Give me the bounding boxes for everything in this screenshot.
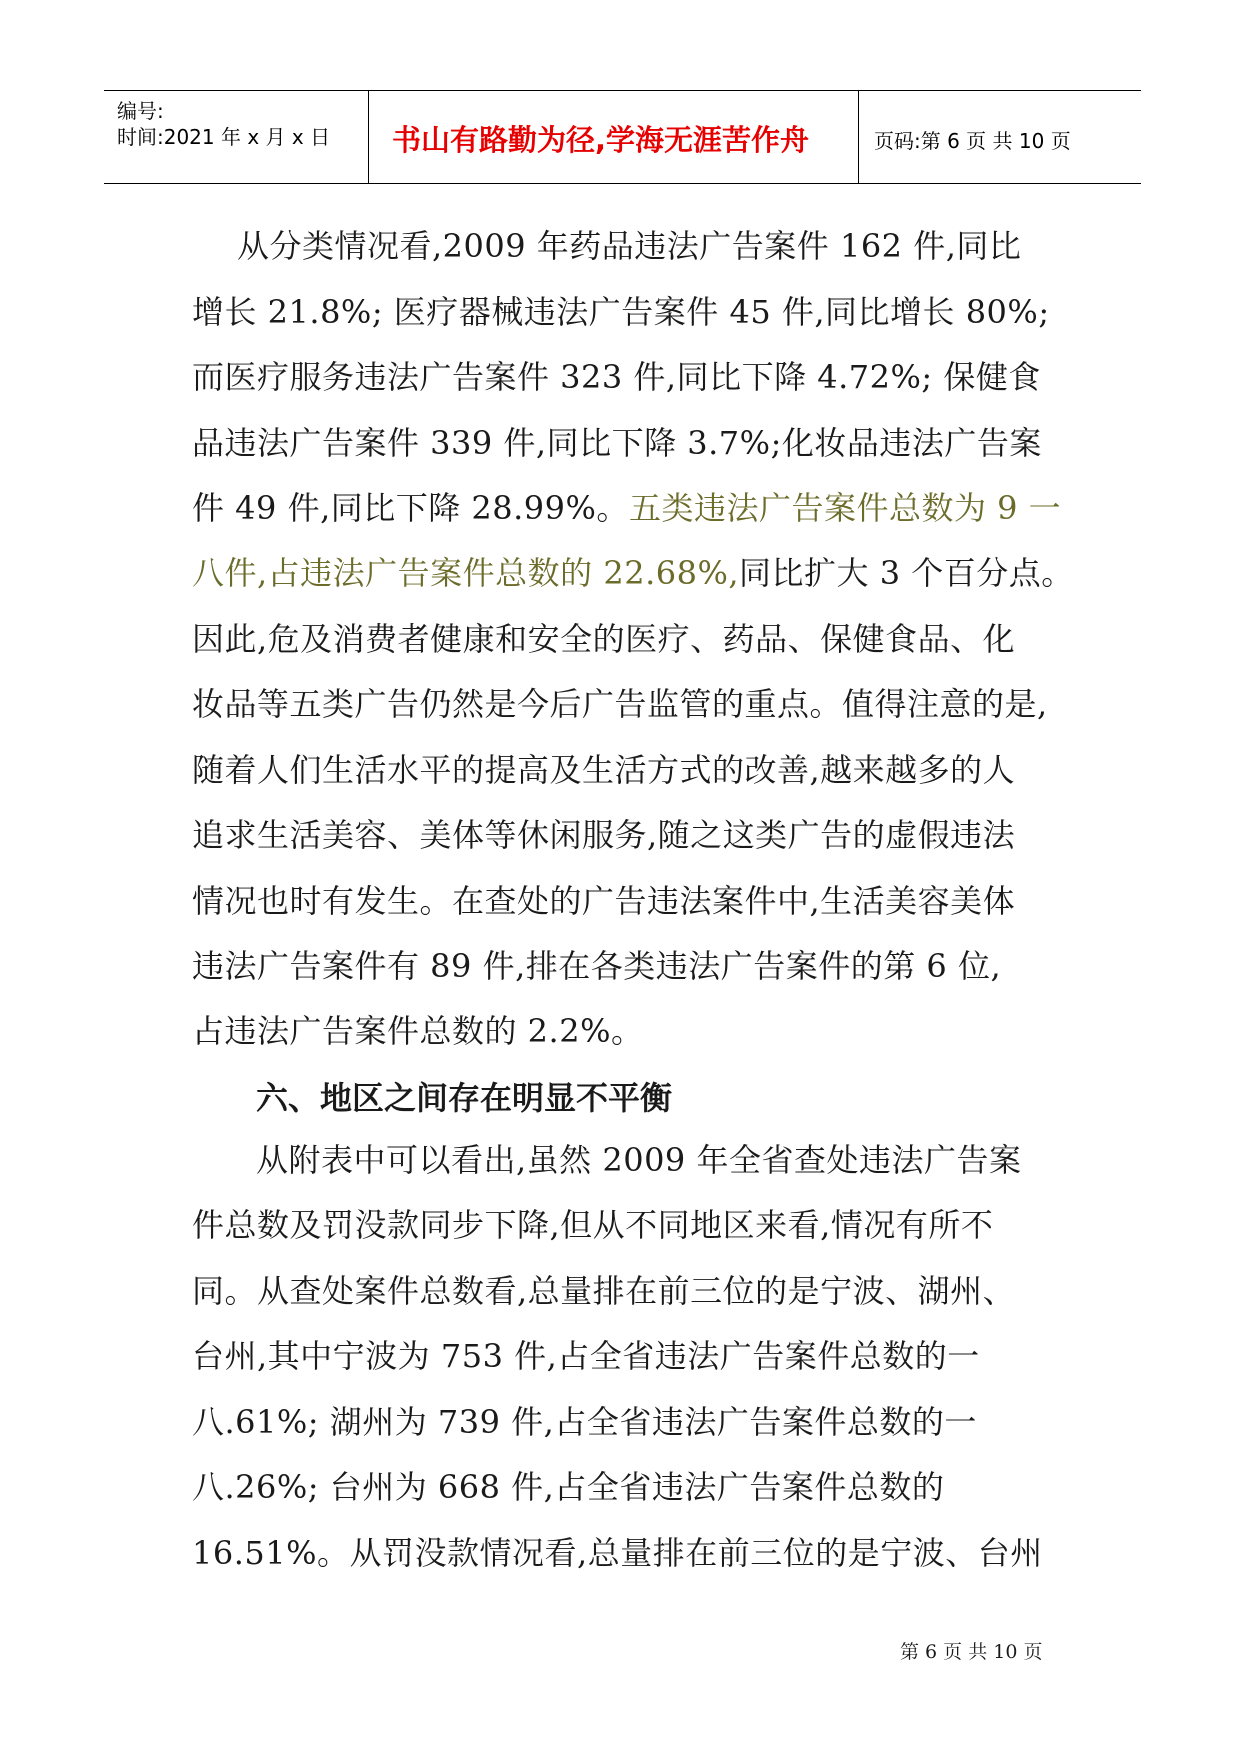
body-line: 因此,危及消费者健康和安全的医疗、药品、保健食品、化: [192, 620, 1016, 658]
body-line: 件总数及罚没款同步下降,但从不同地区来看,情况有所不: [192, 1206, 994, 1244]
body-line: 追求生活美容、美体等休闲服务,随之这类广告的虚假违法: [192, 816, 1016, 854]
body-line: [192, 488, 1061, 528]
body-line: 情况也时有发生。在查处的广告违法案件中,生活美容美体: [192, 882, 1016, 920]
header-divider-right: [858, 91, 859, 183]
body-line: 随着人们生活水平的提高及生活方式的改善,越来越多的人: [192, 751, 1016, 789]
page-footer: 第 6 页 共 10 页: [900, 1641, 1043, 1663]
highlighted-text: 八件,占违法广告案件总数的 22.68%,: [192, 554, 740, 592]
body-line: 品违法广告案件 339 件,同比下降 3.7%;化妆品违法广告案: [192, 424, 1042, 462]
body-line: 从分类情况看,2009 年药品违法广告案件 162 件,同比: [237, 227, 1022, 265]
body-text: 件 49 件,同比下降 28.99%。: [192, 489, 629, 527]
header-page-code: 页码:第 6 页 共 10 页: [874, 129, 1071, 153]
body-line: 同。从查处案件总数看,总量排在前三位的是宁波、湖州、: [192, 1272, 1016, 1310]
body-line: [192, 553, 1074, 593]
highlighted-text: 五类违法广告案件总数为 9 一: [628, 489, 1062, 527]
body-line: 而医疗服务违法广告案件 323 件,同比下降 4.72%; 保健食: [192, 358, 1041, 396]
header-divider-left: [368, 91, 369, 183]
header-bottom-rule: [104, 183, 1141, 184]
body-line: 增长 21.8%; 医疗器械违法广告案件 45 件,同比增长 80%;: [192, 293, 1050, 331]
header-number-label: 编号:: [117, 99, 164, 123]
header-time-label: 时间:2021 年 x 月 x 日: [117, 125, 331, 149]
header-top-rule: [104, 90, 1141, 91]
body-line: 八.61%; 湖州为 739 件,占全省违法广告案件总数的一: [192, 1403, 977, 1441]
body-line: 妆品等五类广告仍然是今后广告监管的重点。值得注意的是,: [192, 685, 1048, 723]
body-line: 从附表中可以看出,虽然 2009 年全省查处违法广告案: [256, 1141, 1022, 1179]
body-line: 占违法广告案件总数的 2.2%。: [192, 1012, 644, 1050]
section-heading: 六、地区之间存在明显不平衡: [256, 1079, 673, 1117]
body-line: 八.26%; 台州为 668 件,占全省违法广告案件总数的: [192, 1468, 945, 1506]
body-line: 违法广告案件有 89 件,排在各类违法广告案件的第 6 位,: [192, 947, 1002, 985]
body-line: 台州,其中宁波为 753 件,占全省违法广告案件总数的一: [192, 1337, 980, 1375]
body-line: 16.51%。从罚没款情况看,总量排在前三位的是宁波、台州: [192, 1534, 1043, 1572]
body-text: 同比扩大 3 个百分点。: [739, 554, 1074, 592]
header-motto: 书山有路勤为径,学海无涯苦作舟: [392, 123, 810, 157]
